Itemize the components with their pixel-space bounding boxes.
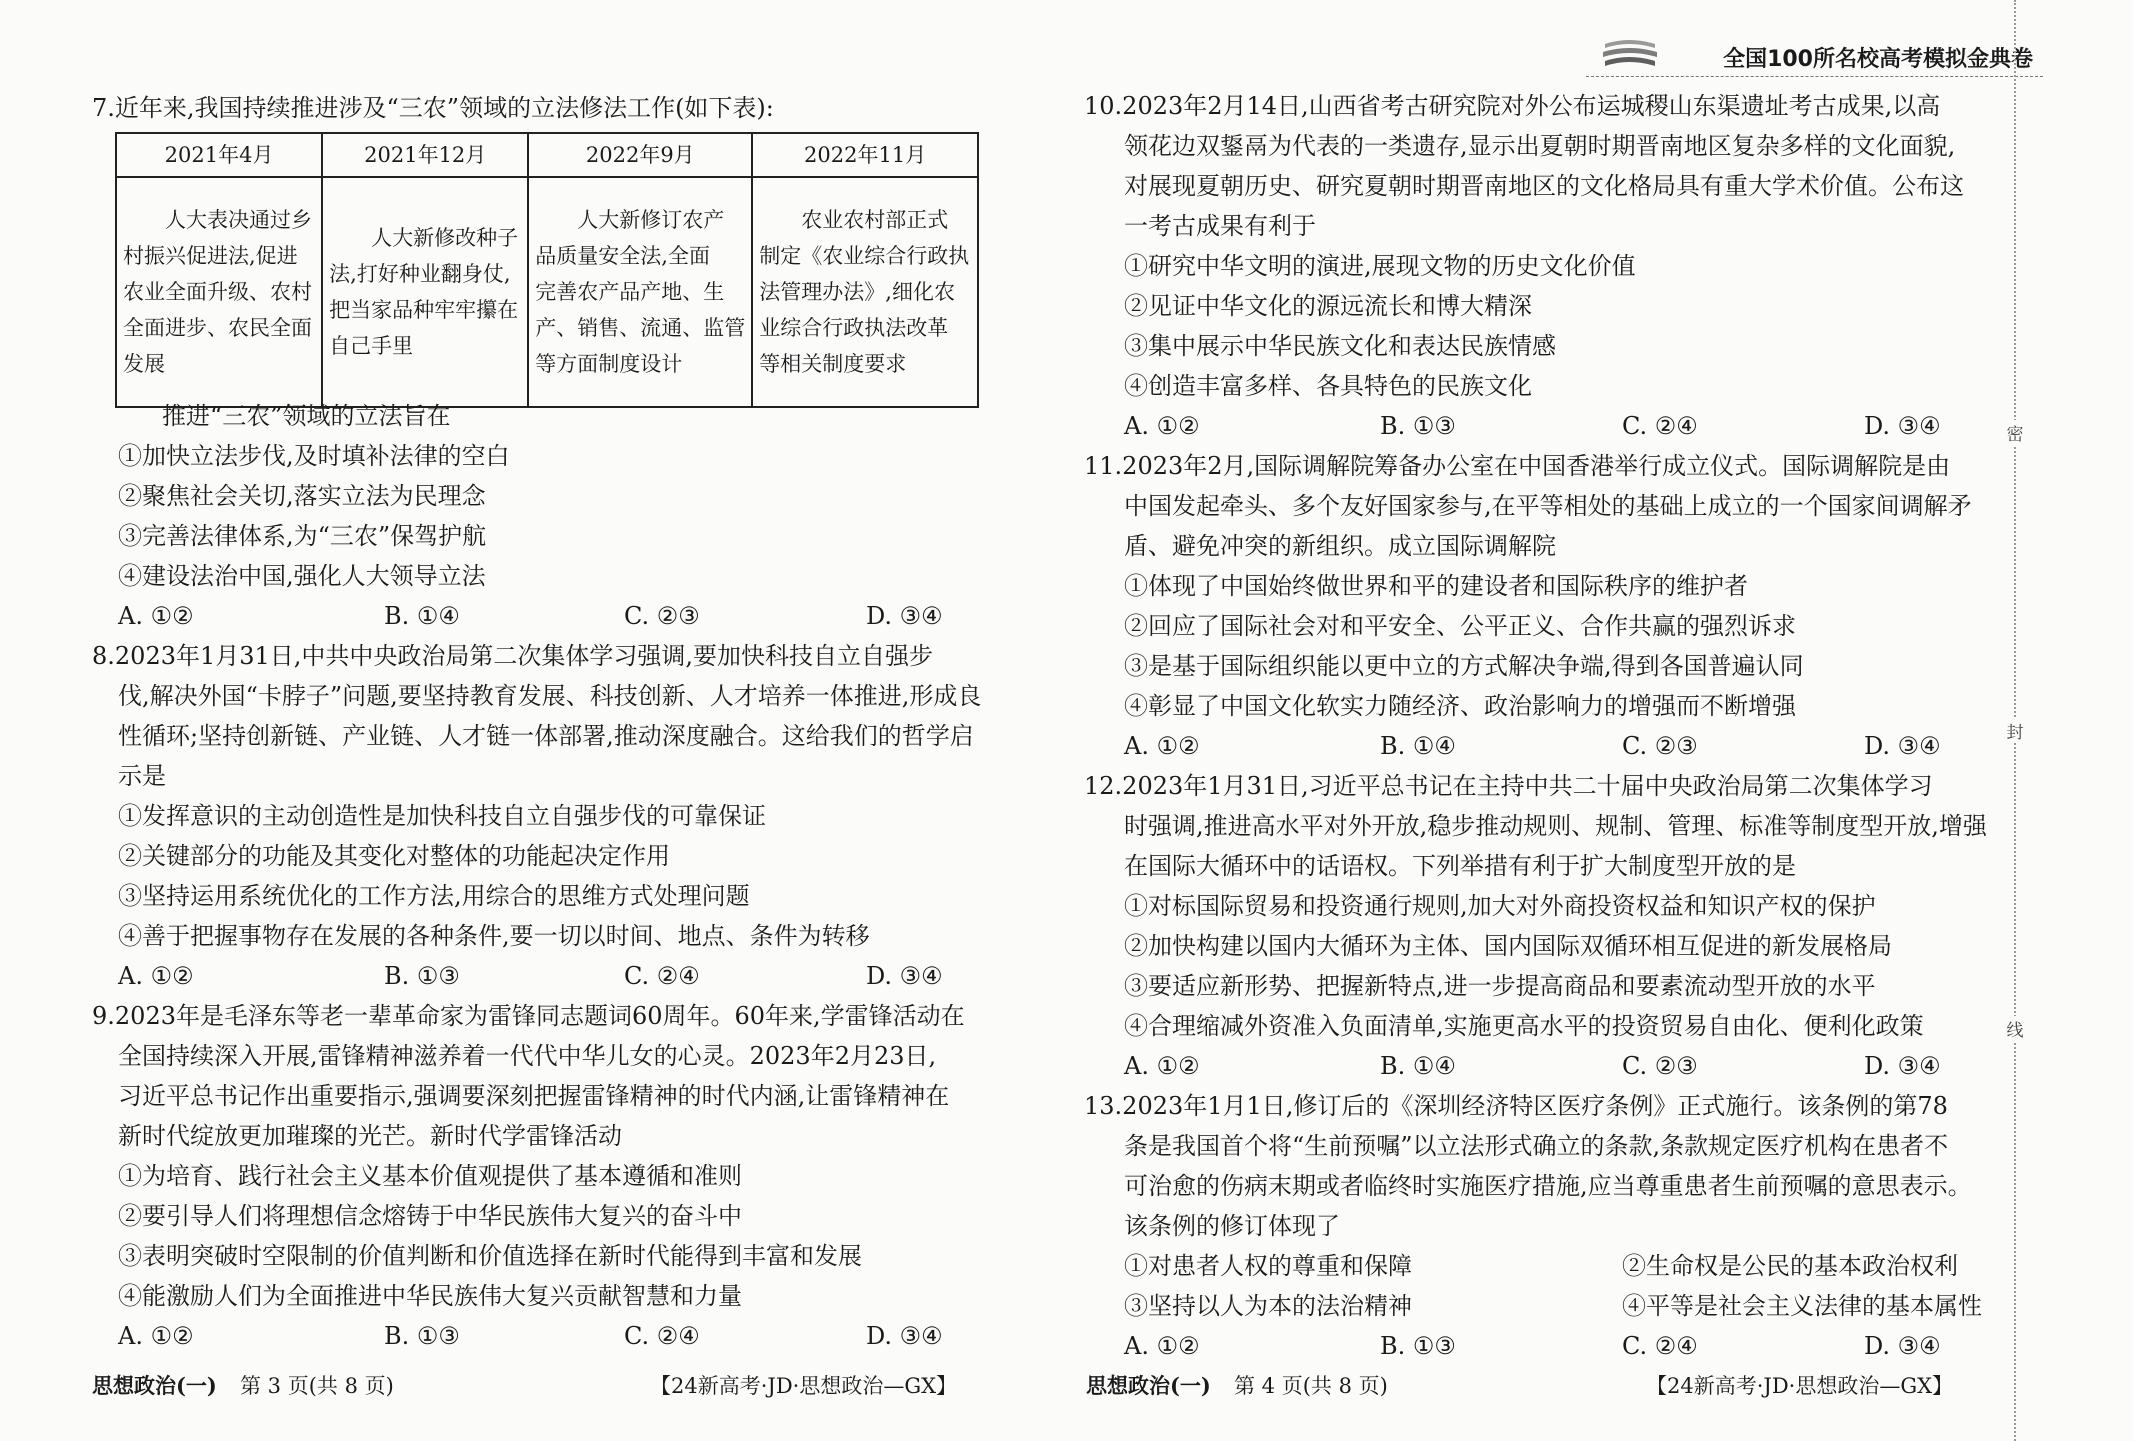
question-12-items <box>1124 886 1924 1046</box>
statement-item: ③集中展示中华民族文化和表达民族情感 <box>1124 332 1556 360</box>
footer-exam-code: 【24新高考·JD·思想政治—GX】 <box>650 1374 958 1398</box>
answer-option-b[interactable]: B. ①③ <box>1380 412 1456 440</box>
statement-item: ④平等是社会主义法律的基本属性 <box>1622 1292 1982 1320</box>
answer-option-d[interactable]: D. ③④ <box>1864 732 1941 760</box>
statement-item: ①体现了中国始终做世界和平的建设者和国际秩序的维护者 <box>1124 572 1748 600</box>
statement-item: ③坚持运用系统优化的工作方法,用综合的思维方式处理问题 <box>118 882 750 910</box>
statement-item: ④创造丰富多样、各具特色的民族文化 <box>1124 372 1532 400</box>
right-page <box>1066 0 2133 1441</box>
question-7-stem: 7.近年来,我国持续推进涉及“三农”领域的立法修法工作(如下表): <box>92 94 774 122</box>
question-11-items <box>1124 566 1804 726</box>
table-cell: 人大表决通过乡 村振兴促进法,促进 农业全面升级、农村 全面进步、农民全面 发展 <box>116 177 322 407</box>
answer-option-d[interactable]: D. ③④ <box>866 602 943 630</box>
statement-item: ④彰显了中国文化软实力随经济、政治影响力的增强而不断增强 <box>1124 692 1796 720</box>
table-header-row <box>116 133 978 177</box>
table-cell: 人大新修改种子 法,打好种业翻身仗, 把当家品种牢牢攥在 自己手里 <box>322 177 528 407</box>
table-cell: 农业农村部正式 制定《农业综合行政执 法管理办法》,细化农 业综合行政执法改革 等相关制度要求 <box>752 177 978 407</box>
statement-item: ②关键部分的功能及其变化对整体的功能起决定作用 <box>118 842 670 870</box>
question-8-items <box>118 796 870 956</box>
answer-option-d[interactable]: D. ③④ <box>866 962 943 990</box>
seal-char-feng: 封 <box>2000 718 2030 743</box>
question-11-stem: 11.2023年2月,国际调解院筹备办公室在中国香港举行成立仪式。国际调解院是由 中国发起牵头、多个友好国家参与,在平等相处的基础上成立的一个国家间调解矛 盾、避免冲突的新组织。成立国际调解院 <box>1084 452 1972 560</box>
question-10-stem: 10.2023年2月14日,山西省考古研究院对外公布运城稷山东渠遗址考古成果,以高 领花边双鋬鬲为代表的一类遗存,显示出夏朝时期晋南地区复杂多样的文化面貌, 对展现夏朝历史、研究夏朝时期晋南地区的文化格局具有重大学术价值。公布这 一考古成果有利于 <box>1084 92 1964 240</box>
answer-option-d[interactable]: D. ③④ <box>1864 1332 1941 1360</box>
statement-item: ④能激励人们为全面推进中华民族伟大复兴贡献智慧和力量 <box>118 1282 742 1310</box>
statement-item: ②加快构建以国内大循环为主体、国内国际双循环相互促进的新发展格局 <box>1124 932 1892 960</box>
statement-item: ④善于把握事物存在发展的各种条件,要一切以时间、地点、条件为转移 <box>118 922 870 950</box>
statement-item: ①对患者人权的尊重和保障 <box>1124 1252 1412 1280</box>
footer-subject: 思想政治(一) <box>92 1373 217 1398</box>
answer-option-b[interactable]: B. ①④ <box>1380 1052 1456 1080</box>
table-row <box>116 177 978 407</box>
answer-option-c[interactable]: C. ②③ <box>1622 1052 1698 1080</box>
answer-option-a[interactable]: A. ①② <box>1124 1332 1200 1360</box>
question-10-items <box>1124 246 1636 406</box>
question-13-stem: 13.2023年1月1日,修订后的《深圳经济特区医疗条例》正式施行。该条例的第78 条是我国首个将“生前预嘱”以立法形式确立的条款,条款规定医疗机构在患者不 可治愈的伤病末期或者临终时实施医疗措施,应当尊重患者生前预嘱的意思表示。 该条例的修订体现了 <box>1084 1092 1972 1240</box>
question-7-lead: 推进“三农”领域的立法旨在 <box>162 402 451 430</box>
question-7-items <box>118 436 510 596</box>
question-9-stem: 9.2023年是毛泽东等老一辈革命家为雷锋同志题词60周年。60年来,学雷锋活动在 全国持续深入开展,雷锋精神滋养着一代代中华儿女的心灵。2023年2月23日, 习近平总书记作出重要指示,强调要深刻把握雷锋精神的时代内涵,让雷锋精神在 新时代绽放更加璀璨的光芒。新时代学雷锋活动 <box>92 1002 965 1150</box>
answer-option-b[interactable]: B. ①④ <box>384 602 460 630</box>
statement-item: ②回应了国际社会对和平安全、公平正义、合作共赢的强烈诉求 <box>1124 612 1796 640</box>
answer-option-c[interactable]: C. ②③ <box>624 602 700 630</box>
answer-option-c[interactable]: C. ②④ <box>1622 1332 1698 1360</box>
answer-option-a[interactable]: A. ①② <box>1124 412 1200 440</box>
answer-option-a[interactable]: A. ①② <box>118 602 194 630</box>
question-8-stem: 8.2023年1月31日,中共中央政治局第二次集体学习强调,要加快科技自立自强步 伐,解决外国“卡脖子”问题,要坚持教育发展、科技创新、人才培养一体推进,形成良 性循环;坚持创新链、产业链、人才链一体部署,推动深度融合。这给我们的哲学启 示是 <box>92 642 982 790</box>
table-header: 2022年9月 <box>528 133 752 177</box>
statement-item: ①研究中华文明的演进,展现文物的历史文化价值 <box>1124 252 1636 280</box>
statement-item: ④合理缩减外资准入负面清单,实施更高水平的投资贸易自由化、便利化政策 <box>1124 1012 1924 1040</box>
answer-option-c[interactable]: C. ②④ <box>624 1322 700 1350</box>
footer-exam-code: 【24新高考·JD·思想政治—GX】 <box>1646 1374 1954 1398</box>
answer-option-b[interactable]: B. ①④ <box>1380 732 1456 760</box>
table-header: 2022年11月 <box>752 133 978 177</box>
statement-item: ②聚焦社会关切,落实立法为民理念 <box>118 482 486 510</box>
statement-item: ③要适应新形势、把握新特点,进一步提高商品和要素流动型开放的水平 <box>1124 972 1876 1000</box>
footer-page-number: 第 4 页(共 8 页) <box>1234 1374 1388 1398</box>
header-rule <box>1586 76 2043 77</box>
statement-item: ③完善法律体系,为“三农”保驾护航 <box>118 522 487 550</box>
seal-char-mi: 密 <box>2000 420 2030 445</box>
answer-option-c[interactable]: C. ②④ <box>1622 412 1698 440</box>
statement-item: ①为培育、践行社会主义基本价值观提供了基本遵循和准则 <box>118 1162 742 1190</box>
answer-option-c[interactable]: C. ②④ <box>624 962 700 990</box>
left-page <box>0 0 1066 1441</box>
answer-option-b[interactable]: B. ①③ <box>384 1322 460 1350</box>
question-9-items <box>118 1156 862 1316</box>
answer-option-d[interactable]: D. ③④ <box>1864 412 1941 440</box>
header-brand: 全国100所名校高考模拟金典卷 <box>1723 47 2033 72</box>
book-stack-icon <box>1601 36 1659 70</box>
table-header: 2021年4月 <box>116 133 322 177</box>
answer-option-b[interactable]: B. ①③ <box>384 962 460 990</box>
statement-item: ②见证中华文化的源远流长和博大精深 <box>1124 292 1532 320</box>
answer-option-a[interactable]: A. ①② <box>1124 1052 1200 1080</box>
answer-option-a[interactable]: A. ①② <box>1124 732 1200 760</box>
answer-option-a[interactable]: A. ①② <box>118 962 194 990</box>
footer-subject: 思想政治(一) <box>1086 1373 1211 1398</box>
footer-page-number: 第 3 页(共 8 页) <box>240 1374 394 1398</box>
legislation-table <box>115 132 979 408</box>
statement-item: ①对标国际贸易和投资通行规则,加大对外商投资权益和知识产权的保护 <box>1124 892 1876 920</box>
statement-item: ③坚持以人为本的法治精神 <box>1124 1292 1412 1320</box>
answer-option-b[interactable]: B. ①③ <box>1380 1332 1456 1360</box>
statement-item: ④建设法治中国,强化人大领导立法 <box>118 562 486 590</box>
statement-item: ②要引导人们将理想信念熔铸于中华民族伟大复兴的奋斗中 <box>118 1202 742 1230</box>
answer-option-d[interactable]: D. ③④ <box>1864 1052 1941 1080</box>
statement-item: ③表明突破时空限制的价值判断和价值选择在新时代能得到丰富和发展 <box>118 1242 862 1270</box>
answer-option-c[interactable]: C. ②③ <box>1622 732 1698 760</box>
seal-char-xian: 线 <box>2000 1016 2030 1041</box>
table-cell: 人大新修订农产 品质量安全法,全面 完善农产品产地、生 产、销售、流通、监管 等方面制度设计 <box>528 177 752 407</box>
statement-item: ③是基于国际组织能以更中立的方式解决争端,得到各国普遍认同 <box>1124 652 1804 680</box>
answer-option-d[interactable]: D. ③④ <box>866 1322 943 1350</box>
statement-item: ②生命权是公民的基本政治权利 <box>1622 1252 1958 1280</box>
question-12-stem: 12.2023年1月31日,习近平总书记在主持中共二十届中央政治局第二次集体学习 时强调,推进高水平对外开放,稳步推动规则、规制、管理、标准等制度型开放,增强 在国际大循环中的话语权。下列举措有利于扩大制度型开放的是 <box>1084 772 1987 880</box>
table-header: 2021年12月 <box>322 133 528 177</box>
statement-item: ①发挥意识的主动创造性是加快科技自立自强步伐的可靠保证 <box>118 802 766 830</box>
statement-item: ①加快立法步伐,及时填补法律的空白 <box>118 442 510 470</box>
answer-option-a[interactable]: A. ①② <box>118 1322 194 1350</box>
